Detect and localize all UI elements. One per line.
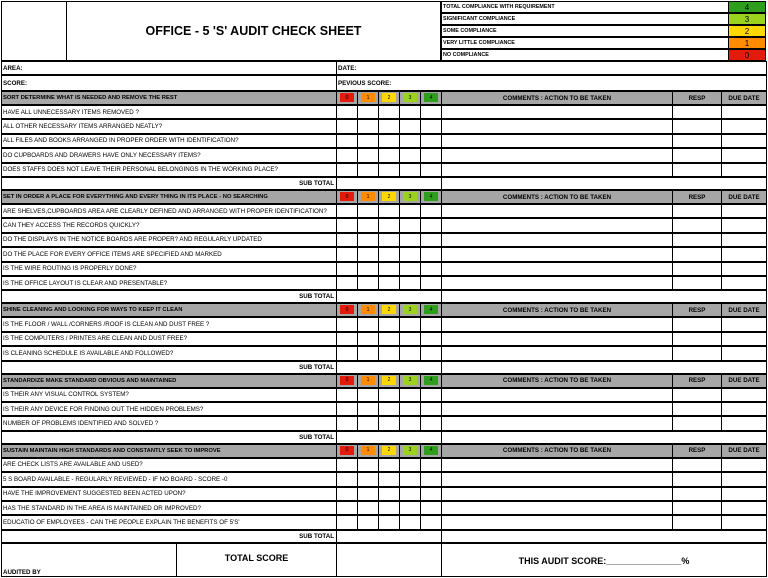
resp-input-cell[interactable] bbox=[672, 148, 722, 162]
score-input-cell[interactable] bbox=[357, 402, 379, 416]
score-input-cell[interactable] bbox=[399, 501, 421, 515]
score-input-cell[interactable] bbox=[420, 262, 442, 276]
score-input-cell[interactable] bbox=[378, 501, 400, 515]
score-input-cell[interactable] bbox=[357, 204, 379, 218]
comments-input-cell[interactable] bbox=[441, 163, 673, 177]
subtotal-score-cell[interactable] bbox=[336, 361, 442, 374]
score-input-cell[interactable] bbox=[336, 276, 358, 290]
score-input-cell[interactable] bbox=[336, 247, 358, 261]
score-input-cell[interactable] bbox=[399, 134, 421, 148]
score-input-cell[interactable] bbox=[357, 472, 379, 486]
score-header-label: 4 bbox=[429, 94, 433, 101]
score-input-cell[interactable] bbox=[378, 515, 400, 529]
section-title: SORT DETERMINE WHAT IS NEEDED AND REMOVE THE REST bbox=[3, 95, 178, 101]
subtotal-label: SUB TOTAL bbox=[299, 363, 334, 371]
comments-input-cell[interactable] bbox=[441, 317, 673, 331]
score-header-label: 2 bbox=[387, 306, 391, 313]
resp-input-cell[interactable] bbox=[672, 247, 722, 261]
legend-score: 2 bbox=[744, 26, 750, 36]
score-input-cell[interactable] bbox=[336, 346, 358, 360]
due-date-header: DUE DATE bbox=[728, 447, 760, 455]
score-header-label: 3 bbox=[408, 447, 412, 454]
score-input-cell[interactable] bbox=[378, 472, 400, 486]
section-title: SHINE CLEANING AND LOOKING FOR WAYS TO KEEP IT CLEAN bbox=[3, 307, 183, 314]
score-input-cell[interactable] bbox=[420, 402, 442, 416]
comments-input-cell[interactable] bbox=[441, 487, 673, 501]
comments-input-cell[interactable] bbox=[441, 247, 673, 261]
score-input-cell[interactable] bbox=[378, 233, 400, 247]
score-header-label: 1 bbox=[366, 193, 370, 200]
resp-input-cell[interactable] bbox=[672, 262, 722, 276]
score-input-cell[interactable] bbox=[336, 233, 358, 247]
resp-header: RESP bbox=[688, 94, 706, 102]
score-input-cell[interactable] bbox=[357, 134, 379, 148]
score-input-cell[interactable] bbox=[357, 458, 379, 472]
score-input-cell[interactable] bbox=[336, 487, 358, 501]
comments-input-cell[interactable] bbox=[441, 458, 673, 472]
question-text: CAN THEY ACCESS THE RECORDS QUICKLY? bbox=[3, 222, 140, 230]
legend-label: TOTAL COMPLIANCE WITH REQUIREMENT bbox=[443, 4, 555, 10]
score-input-cell[interactable] bbox=[336, 163, 358, 177]
score-input-cell[interactable] bbox=[378, 458, 400, 472]
score-input-cell[interactable] bbox=[357, 119, 379, 133]
comments-input-cell[interactable] bbox=[441, 472, 673, 486]
score-header-label: 2 bbox=[387, 193, 391, 200]
subtotal-score-cell[interactable] bbox=[336, 530, 442, 543]
header-logo-cell bbox=[1, 1, 67, 61]
score-header-label: 3 bbox=[408, 306, 412, 313]
resp-input-cell[interactable] bbox=[672, 276, 722, 290]
due-date-input-cell[interactable] bbox=[721, 416, 767, 430]
score-input-cell[interactable] bbox=[399, 416, 421, 430]
score-header-label: 2 bbox=[387, 377, 391, 384]
comments-header: COMMENTS : ACTION TO BE TAKEN bbox=[502, 377, 612, 385]
score-header-label: 4 bbox=[429, 306, 433, 313]
comments-header: COMMENTS : ACTION TO BE TAKEN bbox=[502, 94, 612, 102]
score-input-cell[interactable] bbox=[399, 317, 421, 331]
resp-input-cell[interactable] bbox=[672, 218, 722, 232]
subtotal-score-cell[interactable] bbox=[336, 177, 442, 190]
score-input-cell[interactable] bbox=[336, 204, 358, 218]
score-input-cell[interactable] bbox=[357, 317, 379, 331]
score-input-cell[interactable] bbox=[378, 105, 400, 119]
score-input-cell[interactable] bbox=[420, 317, 442, 331]
question-text: IS THE FLOOR / WALL /CORNERS /ROOF IS CLEAN AND DUST FREE ? bbox=[3, 321, 210, 329]
score-input-cell[interactable] bbox=[420, 515, 442, 529]
score-input-cell[interactable] bbox=[378, 276, 400, 290]
score-input-cell[interactable] bbox=[378, 218, 400, 232]
comments-input-cell[interactable] bbox=[441, 148, 673, 162]
score-input-cell[interactable] bbox=[336, 402, 358, 416]
score-input-cell[interactable] bbox=[378, 402, 400, 416]
score-input-cell[interactable] bbox=[420, 218, 442, 232]
score-header-label: 0 bbox=[345, 447, 349, 454]
score-input-cell[interactable] bbox=[336, 218, 358, 232]
score-header-label: 1 bbox=[366, 94, 370, 101]
resp-input-cell[interactable] bbox=[672, 515, 722, 529]
legend-score: 1 bbox=[744, 38, 750, 48]
comments-input-cell[interactable] bbox=[441, 515, 673, 529]
due-date-input-cell[interactable] bbox=[721, 346, 767, 360]
score-header-label: 4 bbox=[429, 447, 433, 454]
legend-score: 3 bbox=[744, 14, 750, 24]
score-input-cell[interactable] bbox=[399, 276, 421, 290]
score-input-cell[interactable] bbox=[399, 388, 421, 402]
resp-input-cell[interactable] bbox=[672, 402, 722, 416]
score-input-cell[interactable] bbox=[336, 332, 358, 346]
subtotal-score-cell[interactable] bbox=[336, 431, 442, 444]
score-input-cell[interactable] bbox=[357, 332, 379, 346]
due-date-input-cell[interactable] bbox=[721, 388, 767, 402]
score-input-cell[interactable] bbox=[399, 472, 421, 486]
score-input-cell[interactable] bbox=[336, 416, 358, 430]
comments-input-cell[interactable] bbox=[441, 233, 673, 247]
score-input-cell[interactable] bbox=[399, 204, 421, 218]
score-header-label: 3 bbox=[408, 94, 412, 101]
subtotal-label: SUB TOTAL bbox=[299, 293, 334, 301]
question-text: IS CLEANING SCHEDULE IS AVAILABLE AND FOLLOWED? bbox=[3, 349, 174, 357]
question-text: 5 S BOARD AVAILABLE - REGULARLY REVIEWED - IF NO BOARD - SCORE -0 bbox=[3, 475, 228, 483]
section-title: STANDARDIZE MAKE STANDARD OBVIOUS AND MAINTAINED bbox=[3, 377, 177, 384]
resp-input-cell[interactable] bbox=[672, 105, 722, 119]
question-text: IS THEIR ANY VISUAL CONTROL SYSTEM? bbox=[3, 391, 129, 399]
legend-score: 0 bbox=[744, 50, 750, 60]
due-date-input-cell[interactable] bbox=[721, 247, 767, 261]
question-text: HAVE ALL UNNECESSARY ITEMS REMOVED ? bbox=[3, 108, 139, 116]
score-input-cell[interactable] bbox=[357, 346, 379, 360]
comments-input-cell[interactable] bbox=[441, 501, 673, 515]
score-input-cell[interactable] bbox=[399, 148, 421, 162]
score-input-cell[interactable] bbox=[357, 501, 379, 515]
subtotal-blank-cell bbox=[441, 431, 767, 444]
previous-score-label: PEVIOUS SCORE: bbox=[338, 79, 392, 87]
score-input-cell[interactable] bbox=[399, 346, 421, 360]
score-input-cell[interactable] bbox=[336, 515, 358, 529]
question-text: DOES STAFFS DOES NOT LEAVE THEIR PERSONAL BELONGINGS IN THE WORKING PLACE? bbox=[3, 166, 278, 174]
score-input-cell[interactable] bbox=[420, 458, 442, 472]
resp-input-cell[interactable] bbox=[672, 163, 722, 177]
comments-input-cell[interactable] bbox=[441, 346, 673, 360]
score-input-cell[interactable] bbox=[420, 416, 442, 430]
subtotal-label: SUB TOTAL bbox=[299, 433, 334, 441]
score-input-cell[interactable] bbox=[378, 346, 400, 360]
resp-input-cell[interactable] bbox=[672, 134, 722, 148]
resp-input-cell[interactable] bbox=[672, 416, 722, 430]
score-header-label: 0 bbox=[345, 306, 349, 313]
score-input-cell[interactable] bbox=[420, 119, 442, 133]
due-date-input-cell[interactable] bbox=[721, 262, 767, 276]
due-date-input-cell[interactable] bbox=[721, 515, 767, 529]
score-input-cell[interactable] bbox=[378, 487, 400, 501]
subtotal-label: SUB TOTAL bbox=[299, 180, 334, 187]
question-text: IS THE WIRE ROUTING IS PROPERLY DONE? bbox=[3, 265, 137, 273]
due-date-header: DUE DATE bbox=[728, 193, 760, 201]
question-text: IS THEIR ANY DEVICE FOR FINDING OUT THE HIDDEN PROBLEMS? bbox=[3, 405, 204, 413]
score-input-cell[interactable] bbox=[378, 317, 400, 331]
score-input-cell[interactable] bbox=[357, 218, 379, 232]
audited-by-label: AUDITED BY bbox=[3, 568, 41, 576]
question-text: ALL OTHER NECESSARY ITEMS ARRANGED NEATLY? bbox=[3, 123, 163, 131]
score-header-label: 0 bbox=[345, 193, 349, 200]
question-text: DO THE PLACE FOR EVERY OFFICE ITEMS ARE SPECIFIED AND MARKED bbox=[3, 250, 222, 258]
due-date-input-cell[interactable] bbox=[721, 163, 767, 177]
score-header-label: 1 bbox=[366, 306, 370, 313]
score-header-label: 1 bbox=[366, 447, 370, 454]
question-text: DO CUPBOARDS AND DRAWERS HAVE ONLY NECESSARY ITEMS? bbox=[3, 151, 201, 159]
resp-input-cell[interactable] bbox=[672, 458, 722, 472]
comments-input-cell[interactable] bbox=[441, 204, 673, 218]
score-header-label: 1 bbox=[366, 377, 370, 384]
score-input-cell[interactable] bbox=[336, 105, 358, 119]
due-date-input-cell[interactable] bbox=[721, 276, 767, 290]
score-header-label: 3 bbox=[408, 193, 412, 200]
score-input-cell[interactable] bbox=[399, 515, 421, 529]
score-input-cell[interactable] bbox=[378, 247, 400, 261]
due-date-header: DUE DATE bbox=[728, 94, 760, 102]
legend-label: VERY LITTLE COMPLIANCE bbox=[443, 40, 515, 46]
score-header-label: 2 bbox=[387, 447, 391, 454]
resp-input-cell[interactable] bbox=[672, 346, 722, 360]
score-input-cell[interactable] bbox=[399, 487, 421, 501]
comments-input-cell[interactable] bbox=[441, 134, 673, 148]
comments-input-cell[interactable] bbox=[441, 416, 673, 430]
resp-input-cell[interactable] bbox=[672, 233, 722, 247]
due-date-input-cell[interactable] bbox=[721, 472, 767, 486]
resp-input-cell[interactable] bbox=[672, 119, 722, 133]
score-input-cell[interactable] bbox=[336, 458, 358, 472]
legend-label: SOME COMPLIANCE bbox=[443, 28, 497, 34]
comments-input-cell[interactable] bbox=[441, 105, 673, 119]
score-input-cell[interactable] bbox=[399, 262, 421, 276]
score-input-cell[interactable] bbox=[357, 515, 379, 529]
score-input-cell[interactable] bbox=[420, 487, 442, 501]
score-input-cell[interactable] bbox=[378, 134, 400, 148]
due-date-input-cell[interactable] bbox=[721, 204, 767, 218]
comments-header: COMMENTS : ACTION TO BE TAKEN bbox=[502, 306, 612, 314]
score-header-label: 4 bbox=[429, 377, 433, 384]
resp-input-cell[interactable] bbox=[672, 487, 722, 501]
score-input-cell[interactable] bbox=[399, 119, 421, 133]
resp-header: RESP bbox=[688, 193, 706, 201]
question-text: IS THE COMPUTERS / PRINTES ARE CLEAN AND DUST FREE? bbox=[3, 335, 188, 343]
score-input-cell[interactable] bbox=[336, 134, 358, 148]
score-input-cell[interactable] bbox=[357, 163, 379, 177]
score-input-cell[interactable] bbox=[336, 119, 358, 133]
due-date-input-cell[interactable] bbox=[721, 119, 767, 133]
resp-header: RESP bbox=[688, 447, 706, 455]
date-label: DATE: bbox=[338, 64, 357, 72]
subtotal-blank-cell bbox=[441, 530, 767, 543]
score-input-cell[interactable] bbox=[399, 105, 421, 119]
score-input-cell[interactable] bbox=[399, 458, 421, 472]
subtotal-blank-cell bbox=[441, 177, 767, 190]
score-header-label: 4 bbox=[429, 193, 433, 200]
resp-input-cell[interactable] bbox=[672, 501, 722, 515]
due-date-input-cell[interactable] bbox=[721, 332, 767, 346]
resp-input-cell[interactable] bbox=[672, 317, 722, 331]
page-title: OFFICE - 5 'S' AUDIT CHECK SHEET bbox=[145, 24, 362, 38]
score-input-cell[interactable] bbox=[420, 276, 442, 290]
comments-input-cell[interactable] bbox=[441, 388, 673, 402]
score-header-label: 2 bbox=[387, 94, 391, 101]
section-title: SUSTAIN MAINTAIN HIGH STANDARDS AND CONSTANTLY SEEK TO IMPROVE bbox=[3, 447, 221, 454]
due-date-input-cell[interactable] bbox=[721, 458, 767, 472]
due-date-input-cell[interactable] bbox=[721, 233, 767, 247]
resp-header: RESP bbox=[688, 306, 706, 314]
score-input-cell[interactable] bbox=[378, 204, 400, 218]
comments-input-cell[interactable] bbox=[441, 218, 673, 232]
score-input-cell[interactable] bbox=[399, 233, 421, 247]
score-input-cell[interactable] bbox=[399, 332, 421, 346]
score-input-cell[interactable] bbox=[357, 276, 379, 290]
due-date-header: DUE DATE bbox=[728, 377, 760, 385]
score-input-cell[interactable] bbox=[399, 402, 421, 416]
resp-input-cell[interactable] bbox=[672, 388, 722, 402]
area-label: AREA: bbox=[3, 64, 23, 72]
score-input-cell[interactable] bbox=[378, 416, 400, 430]
comments-input-cell[interactable] bbox=[441, 276, 673, 290]
header-title-cell bbox=[66, 1, 441, 61]
score-input-cell[interactable] bbox=[420, 204, 442, 218]
score-header-label: 0 bbox=[345, 94, 349, 101]
score-input-cell[interactable] bbox=[378, 119, 400, 133]
score-input-cell[interactable] bbox=[357, 233, 379, 247]
question-text: EDUCATIO OF EMPLOYEES - CAN THE PEOPLE EXPLAIN THE BENEFITS OF 5'S' bbox=[3, 519, 240, 527]
subtotal-blank-cell bbox=[441, 361, 767, 374]
score-input-cell[interactable] bbox=[378, 148, 400, 162]
score-input-cell[interactable] bbox=[378, 388, 400, 402]
score-input-cell[interactable] bbox=[420, 388, 442, 402]
score-input-cell[interactable] bbox=[357, 105, 379, 119]
question-text: NUMBER OF PROBLEMS IDENTIFIED AND SOLVED ? bbox=[3, 420, 159, 428]
subtotal-label: SUB TOTAL bbox=[299, 532, 334, 540]
score-input-cell[interactable] bbox=[357, 416, 379, 430]
score-input-cell[interactable] bbox=[420, 163, 442, 177]
question-text: ARE CHECK LISTS ARE AVAILABLE AND USED? bbox=[3, 461, 143, 469]
resp-input-cell[interactable] bbox=[672, 472, 722, 486]
comments-input-cell[interactable] bbox=[441, 402, 673, 416]
comments-header: COMMENTS : ACTION TO BE TAKEN bbox=[502, 447, 612, 455]
score-input-cell[interactable] bbox=[336, 148, 358, 162]
score-label: SCORE: bbox=[3, 79, 28, 87]
due-date-input-cell[interactable] bbox=[721, 134, 767, 148]
due-date-header: DUE DATE bbox=[728, 306, 760, 314]
due-date-input-cell[interactable] bbox=[721, 148, 767, 162]
score-input-cell[interactable] bbox=[357, 262, 379, 276]
question-text: HAS THE STANDARD IN THE AREA IS MAINTAINED OR IMPROVED? bbox=[3, 504, 201, 512]
score-input-cell[interactable] bbox=[399, 247, 421, 261]
question-text: IS THE OFFICE LAYOUT IS CLEAR AND PRESENTABLE? bbox=[3, 279, 168, 287]
score-input-cell[interactable] bbox=[420, 105, 442, 119]
legend-label: SIGNIFICANT COMPLIANCE bbox=[443, 16, 516, 22]
comments-input-cell[interactable] bbox=[441, 119, 673, 133]
due-date-input-cell[interactable] bbox=[721, 218, 767, 232]
question-text: ALL FILES AND BOOKS ARRANGED IN PROPER ORDER WITH IDENTIFICATION? bbox=[3, 137, 239, 145]
question-text: ARE SHELVES,CUPBOARDS AREA ARE CLEARLY DEFINED AND ARRANGED WITH PROPER IDENTIFICATION? bbox=[3, 207, 327, 215]
score-header-label: 3 bbox=[408, 377, 412, 384]
score-input-cell[interactable] bbox=[336, 317, 358, 331]
legend-label: NO COMPLIANCE bbox=[443, 52, 489, 58]
total-score-label: TOTAL SCORE bbox=[224, 553, 289, 564]
score-input-cell[interactable] bbox=[420, 346, 442, 360]
subtotal-blank-cell bbox=[441, 290, 767, 303]
score-input-cell[interactable] bbox=[420, 233, 442, 247]
this-audit-score-label: THIS AUDIT SCORE:_______________% bbox=[518, 556, 690, 567]
score-input-cell[interactable] bbox=[336, 262, 358, 276]
due-date-input-cell[interactable] bbox=[721, 105, 767, 119]
due-date-input-cell[interactable] bbox=[721, 501, 767, 515]
score-input-cell[interactable] bbox=[378, 262, 400, 276]
score-input-cell[interactable] bbox=[378, 163, 400, 177]
score-input-cell[interactable] bbox=[420, 134, 442, 148]
score-input-cell[interactable] bbox=[336, 388, 358, 402]
score-input-cell[interactable] bbox=[336, 501, 358, 515]
resp-header: RESP bbox=[688, 377, 706, 385]
section-title: SET IN ORDER A PLACE FOR EVERYTHING AND EVERY THING IN ITS PLACE - NO SEARCHING bbox=[3, 194, 268, 200]
question-text: DO THE DISPLAYS IN THE NOTICE BOARDS ARE PROPER? AND REGULARLY UPDATED bbox=[3, 236, 262, 244]
score-header-label: 0 bbox=[345, 377, 349, 384]
resp-input-cell[interactable] bbox=[672, 332, 722, 346]
score-input-cell[interactable] bbox=[420, 332, 442, 346]
due-date-input-cell[interactable] bbox=[721, 402, 767, 416]
total-score-value-cell[interactable] bbox=[336, 543, 442, 577]
subtotal-score-cell[interactable] bbox=[336, 290, 442, 303]
due-date-input-cell[interactable] bbox=[721, 317, 767, 331]
legend-score: 4 bbox=[744, 2, 750, 12]
question-text: HAVE THE IMPROVEMENT SUGGESTED BEEN ACTED UPON? bbox=[3, 490, 186, 498]
score-input-cell[interactable] bbox=[357, 487, 379, 501]
score-input-cell[interactable] bbox=[420, 472, 442, 486]
score-input-cell[interactable] bbox=[420, 247, 442, 261]
score-input-cell[interactable] bbox=[336, 472, 358, 486]
score-input-cell[interactable] bbox=[357, 247, 379, 261]
comments-header: COMMENTS : ACTION TO BE TAKEN bbox=[502, 193, 612, 201]
comments-input-cell[interactable] bbox=[441, 262, 673, 276]
score-input-cell[interactable] bbox=[378, 332, 400, 346]
resp-input-cell[interactable] bbox=[672, 204, 722, 218]
score-input-cell[interactable] bbox=[357, 388, 379, 402]
score-input-cell[interactable] bbox=[399, 218, 421, 232]
score-input-cell[interactable] bbox=[420, 148, 442, 162]
score-input-cell[interactable] bbox=[420, 501, 442, 515]
score-input-cell[interactable] bbox=[399, 163, 421, 177]
due-date-input-cell[interactable] bbox=[721, 487, 767, 501]
score-input-cell[interactable] bbox=[357, 148, 379, 162]
comments-input-cell[interactable] bbox=[441, 332, 673, 346]
